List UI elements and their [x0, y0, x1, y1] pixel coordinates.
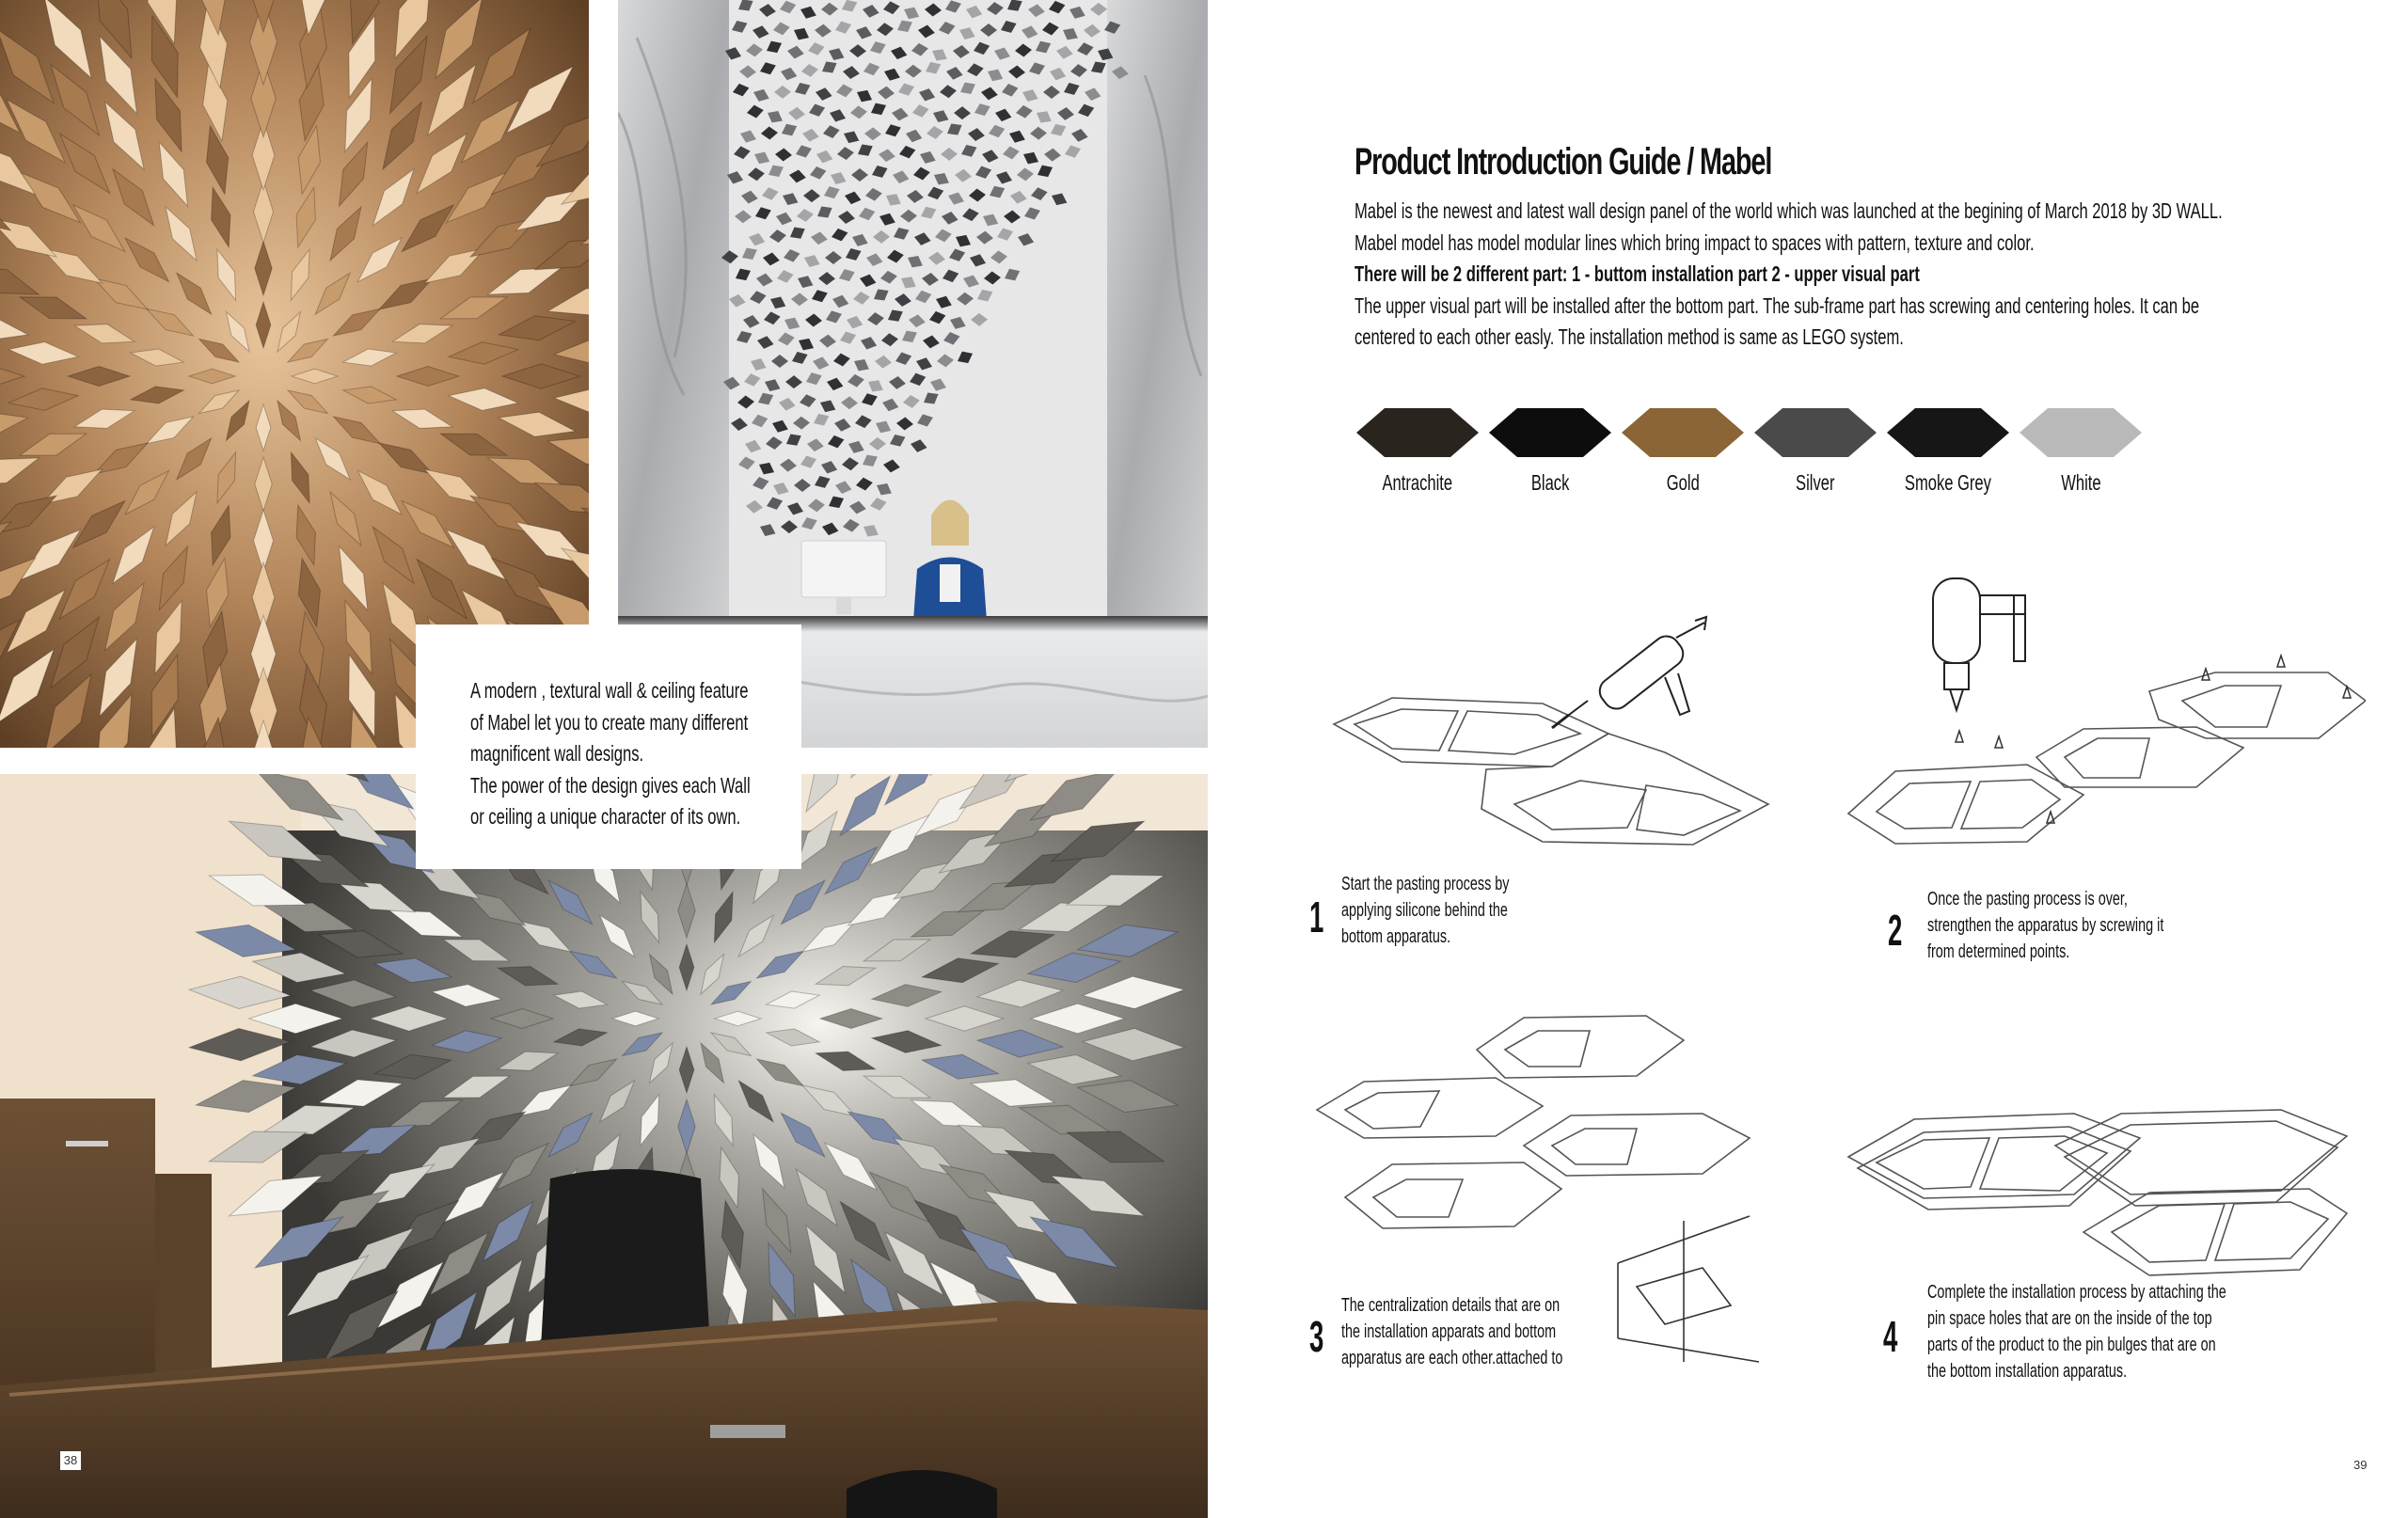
step-text-line: pin space holes that are on the inside of the top — [1927, 1308, 2212, 1329]
intro-line: The upper visual part will be installed after the bottom part. The sub-frame part has screwing and centering holes. It can be — [1354, 293, 2200, 318]
step-text-line: from determined points. — [1927, 941, 2070, 962]
caption-line: The power of the design gives each Wall — [470, 772, 751, 798]
step-number-1: 1 — [1309, 893, 1324, 941]
step1-illustration — [1326, 611, 1778, 884]
step-text-line: the bottom installation apparatus. — [1927, 1361, 2128, 1382]
swatch-label: Smoke Grey — [1904, 470, 1992, 495]
step-number-4: 4 — [1883, 1312, 1898, 1361]
step-number-2: 2 — [1888, 906, 1903, 955]
swatch-label: Antrachite — [1382, 470, 1453, 495]
caption-line: or ceiling a unique character of its own. — [470, 804, 741, 829]
color-swatch-antrachite — [1356, 406, 1479, 495]
color-swatch-smoke-grey — [1887, 406, 2009, 495]
step-text-line: Complete the installation process by attaching the — [1927, 1282, 2226, 1303]
caption-line: A modern , textural wall & ceiling feature — [470, 678, 749, 703]
swatch-shape — [1356, 408, 1479, 457]
step-text-3 — [1341, 1292, 1562, 1371]
step-number-3: 3 — [1309, 1312, 1324, 1361]
caption-line: magnificent wall designs. — [470, 741, 644, 766]
swatch-shape — [1887, 408, 2009, 457]
step-text-line: the installation apparats and bottom — [1341, 1321, 1557, 1342]
step-text-line: Once the pasting process is over, — [1927, 889, 2128, 909]
step-text-1 — [1341, 871, 1510, 950]
intro-line: centered to each other easly. The installation method is same as LEGO system. — [1354, 324, 1904, 349]
step-text-2 — [1927, 886, 2163, 965]
swatch-label: Gold — [1666, 470, 1700, 495]
color-swatch-silver — [1754, 406, 1877, 495]
caption-line: of Mabel let you to create many different — [470, 709, 749, 735]
swatch-shape — [1489, 408, 1611, 457]
office-wall-photo — [0, 774, 1208, 1518]
step-text-line: Start the pasting process by — [1341, 874, 1510, 894]
color-swatch-black — [1489, 406, 1611, 495]
swatch-label: Black — [1530, 470, 1570, 495]
caulking-gun-icon — [1552, 617, 1706, 728]
drill-icon — [1933, 578, 2025, 710]
page-number-left: 38 — [60, 1451, 81, 1470]
step2-illustration — [1839, 569, 2366, 884]
color-swatch-white — [2020, 406, 2142, 495]
step-text-line: strengthen the apparatus by screwing it — [1927, 915, 2164, 936]
intro-line: Mabel is the newest and latest wall design panel of the world which was launched at the begining of March 2018 by 3D WALL. — [1354, 198, 2223, 223]
step-text-4 — [1927, 1279, 2226, 1384]
step-text-line: bottom apparatus. — [1341, 926, 1451, 947]
step-text-line: applying silicone behind the — [1341, 900, 1508, 921]
feature-caption — [470, 675, 751, 833]
intro-line: Mabel model has model modular lines which bring impact to spaces with pattern, texture and color. — [1354, 229, 2035, 255]
step-text-line: parts of the product to the pin bulges that are on — [1927, 1335, 2216, 1355]
swatch-shape — [1622, 408, 1744, 457]
swatch-shape — [1754, 408, 1877, 457]
step-text-line: apparatus are each other.attached to — [1341, 1348, 1563, 1368]
intro-line-bold: There will be 2 different part: 1 - buttom installation part 2 - upper visual part — [1354, 261, 1920, 286]
swatch-label: White — [2060, 470, 2101, 495]
step-text-line: The centralization details that are on — [1341, 1295, 1560, 1316]
page-title: Product Introduction Guide / Mabel — [1354, 141, 1772, 182]
page-number-right: 39 — [2353, 1458, 2368, 1472]
intro-text — [1354, 196, 2223, 354]
color-swatch-gold — [1622, 406, 1744, 495]
swatch-shape — [2020, 408, 2142, 457]
swatch-label: Silver — [1796, 470, 1835, 495]
